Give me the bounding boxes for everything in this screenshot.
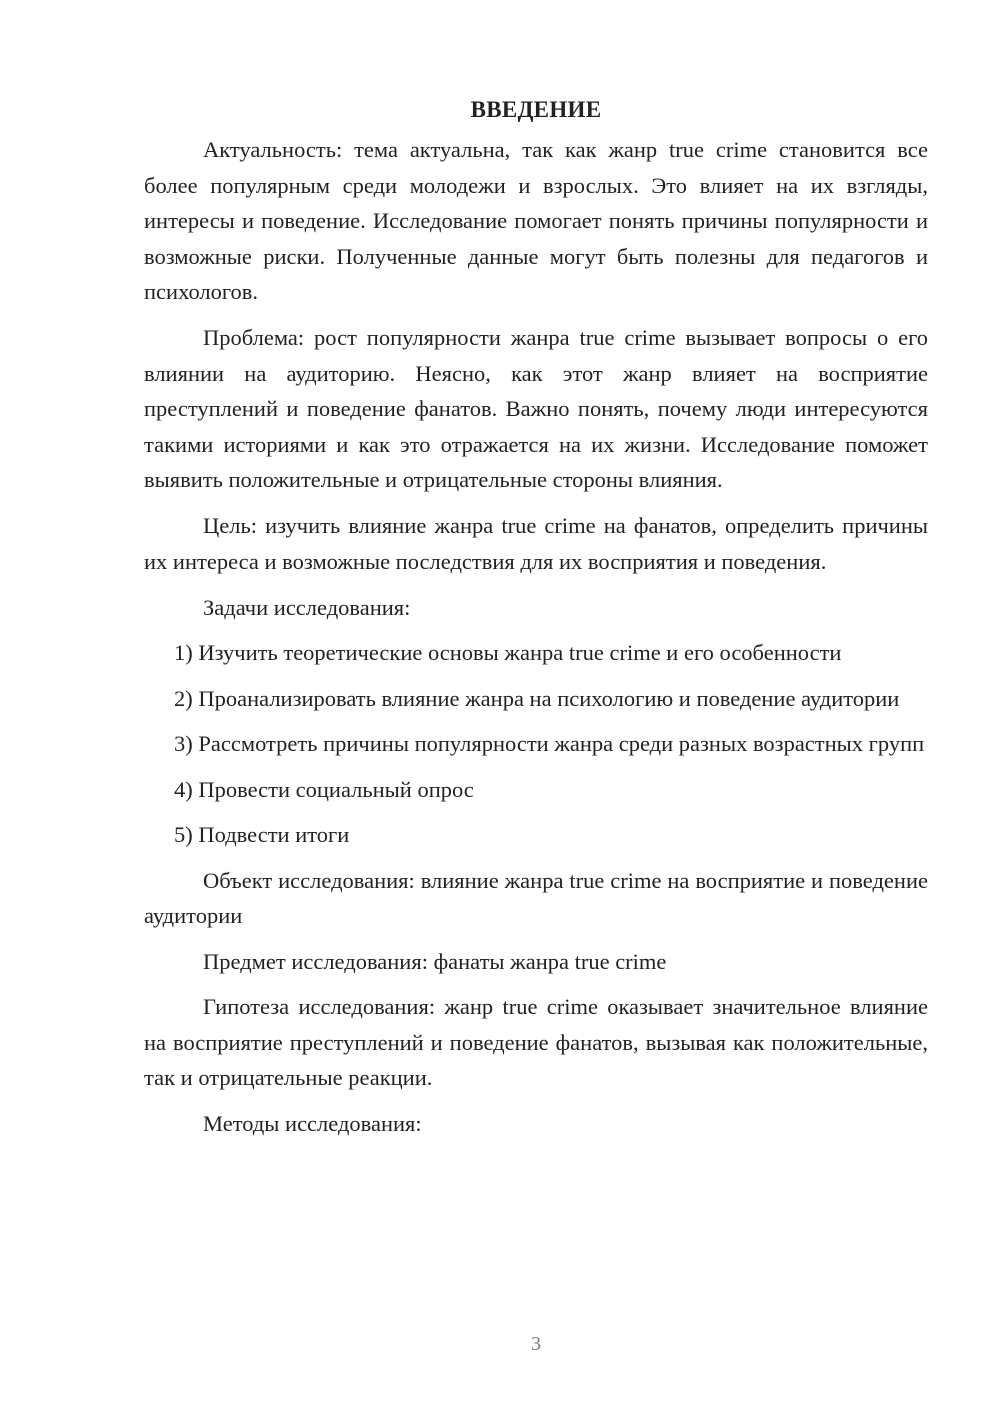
- task-item-5: 5) Подвести итоги: [174, 822, 350, 847]
- task-item-3: 3) Рассмотреть причины популярности жанра среди разных возрастных групп: [174, 731, 925, 756]
- task-item-2: 2) Проанализировать влияние жанра на психологию и поведение аудитории: [174, 685, 900, 711]
- page-number: 3: [531, 1333, 541, 1355]
- section-heading: ВВЕДЕНИЕ: [470, 97, 602, 122]
- task-item-1: 1) Изучить теоретические основы жанра true crime и его особенности: [174, 640, 842, 665]
- paragraph-relevance: Актуальность: тема актуальна, так как жанр true crime становится все более популярным среди молодежи и взрослых. Это влияет на их взгляды, интересы и поведение. Исследование помогает понять причины популярности и возможные риски. Полученные данные могут быть полезны для педагогов и психологов.: [144, 137, 928, 304]
- paragraph-object: Объект исследования: влияние жанра true crime на восприятие и поведение аудитории: [144, 867, 928, 928]
- task-item-4: 4) Провести социальный опрос: [174, 776, 474, 802]
- paragraph-subject: Предмет исследования: фанаты жанра true crime: [203, 948, 667, 974]
- methods-title: Методы исследования:: [203, 1110, 422, 1136]
- tasks-title: Задачи исследования:: [203, 594, 411, 620]
- paragraph-problem: Проблема: рост популярности жанра true crime вызывает вопросы о его влиянии на аудиторию. Неясно, как этот жанр влияет на восприятие преступлений и поведение фанатов. Важно понять, почему люди интересуются такими историями и как это отражается на их жизни. Исследование поможет выявить положительные и отрицательные стороны влияния.: [144, 325, 928, 492]
- document-page: [144, 94, 928, 1141]
- paragraph-goal: Цель: изучить влияние жанра true crime на фанатов, определить причины их интереса и возможные последствия для их восприятия и поведения.: [144, 513, 928, 574]
- paragraph-hypothesis: Гипотеза исследования: жанр true crime оказывает значительное влияние на восприятие преступлений и поведение фанатов, вызывая как положительные, так и отрицательные реакции.: [144, 994, 928, 1090]
